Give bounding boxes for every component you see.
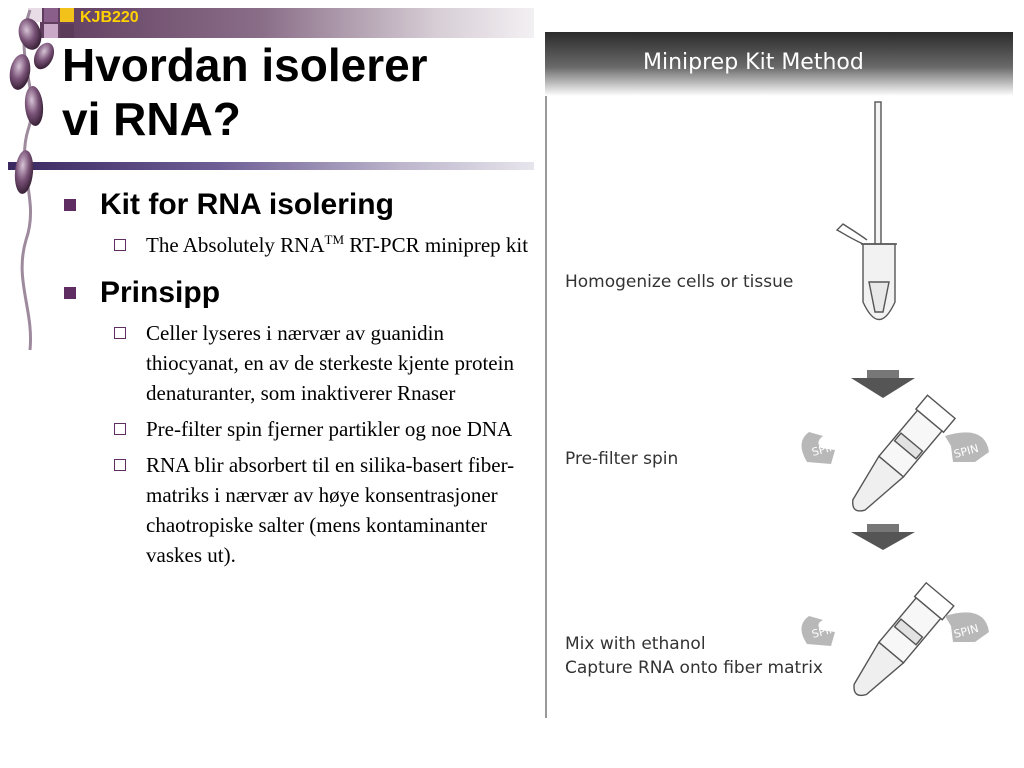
sub-bullet-item — [64, 230, 536, 260]
slide-title-line2: vi RNA? — [62, 93, 241, 145]
bullet-square-icon — [64, 287, 76, 299]
hollow-bullet-icon — [114, 423, 126, 435]
hollow-bullet-icon — [114, 459, 126, 471]
bullet-list — [64, 186, 536, 576]
bullet-item — [64, 274, 536, 312]
step-prefilter — [565, 447, 678, 471]
course-code: KJB220 — [80, 9, 139, 26]
sub-bullet-text: Celler lyseres i nærvær av guanidin thiocyanat, en av de sterkeste kjente protein denaturanter, som inaktiverer Rnaser — [146, 321, 514, 405]
spin-tube-icon — [843, 583, 954, 706]
spin-arrow-left-icon — [801, 432, 838, 464]
spin-label: SPIN — [810, 621, 839, 641]
step-homogenize — [565, 270, 793, 294]
down-arrow-icon — [851, 370, 915, 398]
spin-arrow-right-icon — [945, 612, 989, 642]
spin-arrow-right-icon — [945, 432, 989, 462]
spin-tube-icon — [841, 395, 955, 521]
step-label: Homogenize cells or tissue — [565, 272, 794, 292]
spin-label: SPIN — [810, 439, 839, 459]
deco-square — [60, 24, 74, 38]
figure-title: Miniprep Kit Method — [643, 50, 864, 75]
sub-bullet-item — [64, 318, 536, 408]
deco-square — [60, 8, 74, 22]
bullet-square-icon — [64, 199, 76, 211]
sub-bullet-item — [64, 414, 536, 444]
sub-bullet-text: Pre-filter spin fjerner partikler og noe DNA — [146, 417, 513, 441]
slide-title-line1: Hvordan isolerer — [62, 39, 428, 91]
homogenize-tube-icon — [837, 102, 897, 320]
title-divider — [8, 162, 534, 170]
sub-bullet-text: RNA blir absorbert til en silika-basert fiber-matriks i nærvær av høye konsentrasjoner chaotropiske salter (mens kontaminanter vaskes ut). — [146, 453, 515, 567]
spin-label: SPIN — [952, 441, 981, 461]
miniprep-illustration — [545, 32, 1013, 718]
hollow-bullet-icon — [114, 327, 126, 339]
miniprep-figure — [545, 32, 1013, 718]
step-label-line2: Capture RNA onto fiber matrix — [565, 658, 823, 678]
sub-bullet-text-post: RT-PCR miniprep kit — [344, 233, 529, 257]
step-label-line1: Mix with ethanol — [565, 634, 706, 654]
trademark-superscript: TM — [324, 232, 344, 247]
vine-decoration-icon — [0, 0, 60, 360]
spin-label: SPIN — [952, 621, 981, 641]
bullet-text: Kit for RNA isolering — [100, 188, 394, 221]
step-capture — [565, 632, 823, 680]
hollow-bullet-icon — [114, 239, 126, 251]
slide-title — [62, 38, 532, 146]
step-label: Pre-filter spin — [565, 449, 679, 469]
sub-bullet-text-pre: The Absolutely RNA — [146, 233, 325, 257]
bullet-text: Prinsipp — [100, 276, 221, 309]
sub-bullet-item — [64, 450, 536, 570]
down-arrow-icon — [851, 524, 915, 550]
bullet-item — [64, 186, 536, 224]
